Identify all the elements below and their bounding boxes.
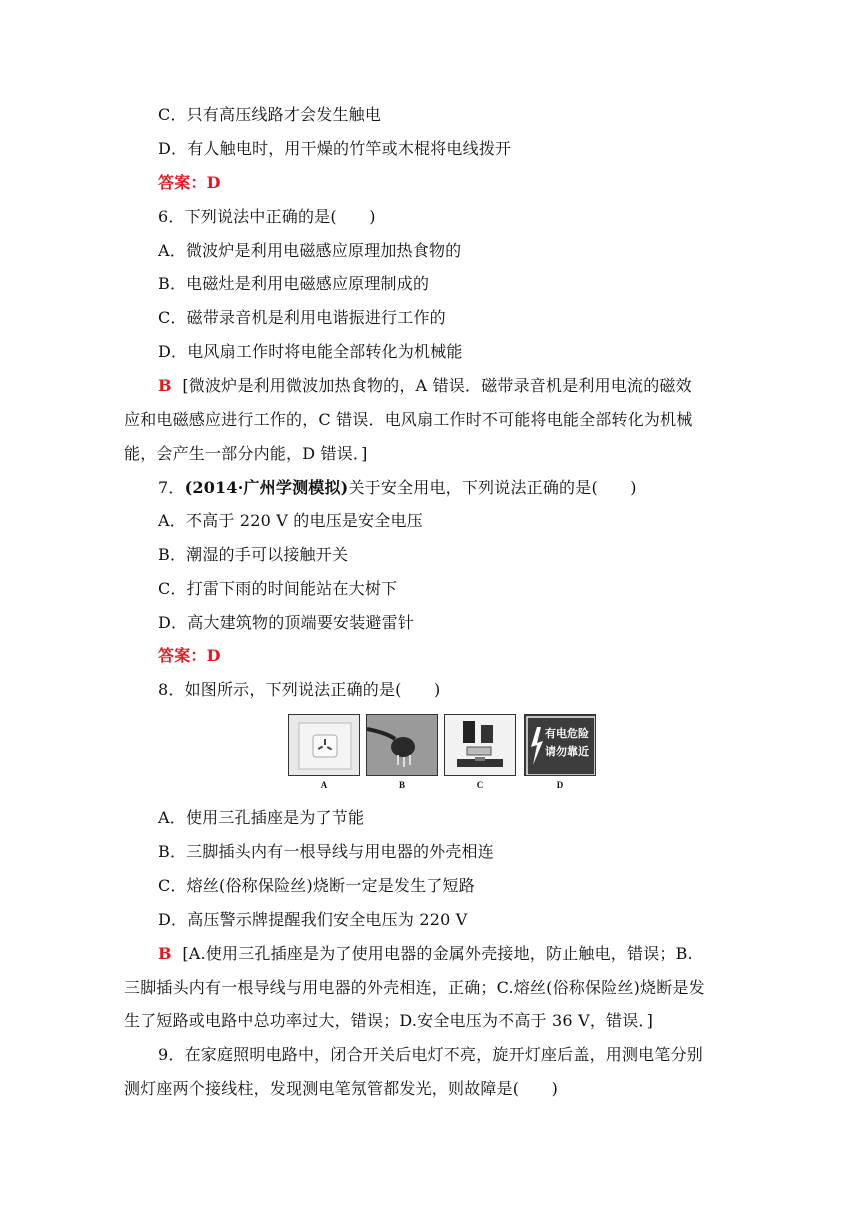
- explanation-q6-line2: 应和电磁感应进行工作的，C 错误．电风扇工作时不可能将电能全部转化为机械: [124, 410, 693, 429]
- option-d-q5: D．有人触电时，用干燥的竹竿或木棍将电线拨开: [158, 139, 512, 158]
- explanation-text: [微波炉是利用微波加热食物的，A 错误．磁带录音机是利用电流的磁效: [182, 376, 692, 395]
- answer-label: 答案：: [158, 173, 207, 192]
- option-a-q7: A．不高于 220 V 的电压是安全电压: [158, 511, 423, 530]
- question-source: (2014·广州学测模拟): [184, 478, 349, 497]
- option-c-q6: C．磁带录音机是利用电谐振进行工作的: [158, 308, 446, 327]
- option-b-q6: B．电磁灶是利用电磁感应原理制成的: [158, 274, 430, 293]
- question-8: 8．如图所示，下列说法正确的是( ): [158, 680, 441, 699]
- option-a-q6: A．微波炉是利用电磁感应原理加热食物的: [158, 241, 462, 260]
- option-c-q8: C．熔丝(俗称保险丝)烧断一定是发生了短路: [158, 876, 475, 895]
- question-9: 9．在家庭照明电路中，闭合开关后电灯不亮，旋开灯座后盖，用测电笔分别: [158, 1045, 703, 1064]
- answer-value: D: [206, 646, 221, 665]
- sign-text-line2: 请勿靠近: [545, 745, 589, 758]
- caption-a: A: [320, 780, 328, 790]
- option-b-q7: B．潮湿的手可以接触开关: [158, 545, 349, 564]
- answer-value: D: [206, 173, 221, 192]
- option-c-q5: C．只有高压线路才会发生触电: [158, 105, 382, 124]
- option-a-q8: A．使用三孔插座是为了节能: [158, 808, 365, 827]
- answer-q7: [158, 645, 221, 667]
- question-number: 7．: [158, 478, 185, 497]
- answer-key: B: [158, 944, 172, 963]
- question-text: 关于安全用电，下列说法正确的是( ): [348, 478, 637, 497]
- explanation-q8-line3: 生了短路或电路中总功率过大，错误；D.安全电压为不高于 36 V，错误．]: [124, 1011, 654, 1030]
- question-9-line2: 测灯座两个接线柱，发现测电笔氖管都发光，则故障是( ): [124, 1079, 559, 1098]
- explanation-q8-line2: 三脚插头内有一根导线与用电器的外壳相连，正确；C.熔丝(俗称保险丝)烧断是发: [124, 978, 705, 997]
- socket-image: [288, 714, 360, 776]
- caption-d: D: [556, 780, 564, 790]
- fuse-image: [444, 714, 516, 776]
- option-d-q8: D．高压警示牌提醒我们安全电压为 220 V: [158, 910, 468, 929]
- answer-q5: [158, 172, 221, 194]
- caption-b: B: [398, 780, 405, 790]
- explanation-q6-line3: 能，会产生一部分内能，D 错误．]: [124, 444, 368, 463]
- option-c-q7: C．打雷下雨的时间能站在大树下: [158, 579, 398, 598]
- question-8-figure: [288, 714, 604, 794]
- explanation-q8: [158, 943, 693, 965]
- question-7: [158, 477, 637, 499]
- answer-key: B: [158, 376, 172, 395]
- warning-sign-image: [524, 714, 596, 776]
- caption-c: C: [476, 780, 484, 790]
- option-b-q8: B．三脚插头内有一根导线与用电器的外壳相连: [158, 842, 494, 861]
- explanation-text: [A.使用三孔插座是为了使用电器的金属外壳接地，防止触电，错误；B.: [182, 944, 693, 963]
- question-6: 6．下列说法中正确的是( ): [158, 207, 376, 226]
- answer-label: 答案：: [158, 646, 207, 665]
- sign-text-line1: 有电危险: [545, 727, 589, 740]
- plug-image: [366, 714, 438, 776]
- option-d-q6: D．电风扇工作时将电能全部转化为机械能: [158, 342, 463, 361]
- option-d-q7: D．高大建筑物的顶端要安装避雷针: [158, 613, 415, 632]
- explanation-q6: [158, 375, 692, 397]
